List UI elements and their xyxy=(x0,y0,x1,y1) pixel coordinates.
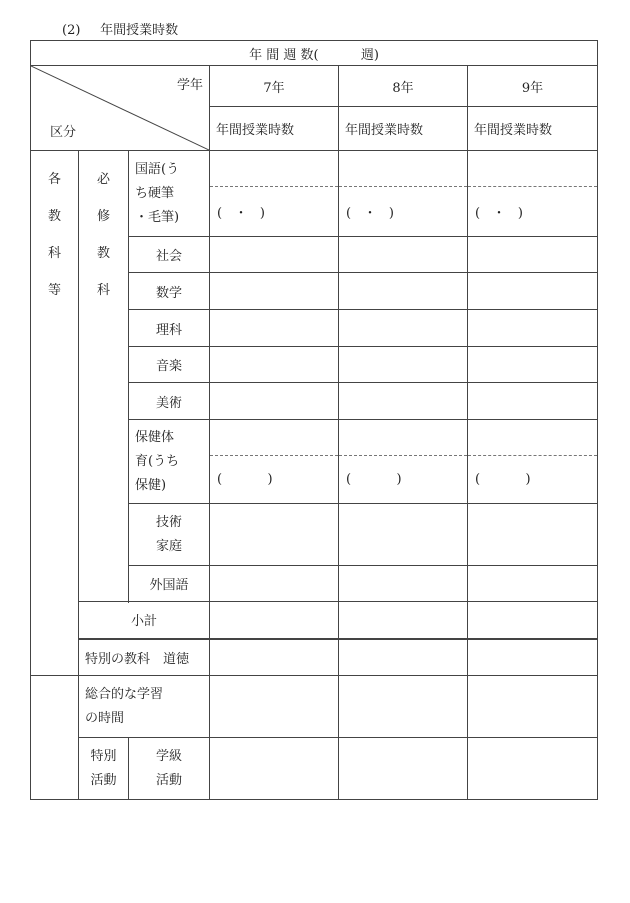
hoken-grade-7[interactable] xyxy=(210,420,339,456)
gakkyu-grade-8[interactable] xyxy=(339,738,468,800)
rika-grade-8[interactable] xyxy=(339,310,468,347)
dotoku-grade-8[interactable] xyxy=(339,639,468,676)
annual-weeks-row xyxy=(31,41,598,66)
shakai-grade-9[interactable] xyxy=(468,237,598,273)
all-subjects-group: 各 教 科 等 xyxy=(31,151,79,676)
required-subjects-group: 必 修 教 科 xyxy=(79,151,129,602)
ongaku-grade-8[interactable] xyxy=(339,347,468,383)
shakai-grade-8[interactable] xyxy=(339,237,468,273)
section-heading xyxy=(62,19,178,38)
sogo-grade-7[interactable] xyxy=(210,676,339,738)
grade-9-hours-header: 年間授業時数 xyxy=(468,107,598,151)
sugaku-grade-8[interactable] xyxy=(339,273,468,310)
gijutsu-grade-8[interactable] xyxy=(339,504,468,566)
subject-ongaku: 音楽 xyxy=(129,347,210,383)
annual-hours-table xyxy=(30,40,598,800)
bijutsu-grade-9[interactable] xyxy=(468,383,598,420)
sogo-grade-9[interactable] xyxy=(468,676,598,738)
subject-kokugo: 国語(う ち硬筆 ・毛筆) xyxy=(129,151,210,237)
special-activities-label: 特別 活動 xyxy=(79,738,129,800)
dotoku-grade-9[interactable] xyxy=(468,639,598,676)
hoken-grade-8[interactable] xyxy=(339,420,468,456)
gakkyu-grade-7[interactable] xyxy=(210,738,339,800)
sogo-grade-8[interactable] xyxy=(339,676,468,738)
hoken-only-grade-9[interactable]: ( ) xyxy=(468,456,598,504)
kokugo-shodo-grade-8[interactable]: ( ・ ) xyxy=(339,187,468,237)
gakkyu-grade-9[interactable] xyxy=(468,738,598,800)
subject-sugaku: 数学 xyxy=(129,273,210,310)
grade-7-hours-header: 年間授業時数 xyxy=(210,107,339,151)
header-diagonal-cell xyxy=(31,66,210,151)
gijutsu-grade-7[interactable] xyxy=(210,504,339,566)
subtotal-grade-9[interactable] xyxy=(468,602,598,639)
grade-8-hours-header: 年間授業時数 xyxy=(339,107,468,151)
rika-grade-9[interactable] xyxy=(468,310,598,347)
ongaku-grade-7[interactable] xyxy=(210,347,339,383)
bijutsu-grade-7[interactable] xyxy=(210,383,339,420)
subtotal-label: 小計 xyxy=(79,602,210,639)
subject-bijutsu: 美術 xyxy=(129,383,210,420)
hoken-only-grade-7[interactable]: ( ) xyxy=(210,456,339,504)
category-axis-label: 区分 xyxy=(50,125,77,140)
gaikokugo-grade-7[interactable] xyxy=(210,566,339,602)
shakai-grade-7[interactable] xyxy=(210,237,339,273)
subject-gaikokugo: 外国語 xyxy=(129,566,210,602)
moral-education-label: 特別の教科 道徳 xyxy=(79,639,210,676)
class-activities-label: 学級 活動 xyxy=(129,738,210,800)
subject-shakai: 社会 xyxy=(129,237,210,273)
bijutsu-grade-8[interactable] xyxy=(339,383,468,420)
subject-hoken-taiiku: 保健体 育(うち 保健) xyxy=(129,420,210,504)
annual-weeks-suffix: 週) xyxy=(360,47,379,63)
sugaku-grade-7[interactable] xyxy=(210,273,339,310)
integrated-study-label: 総合的な学習 の時間 xyxy=(79,676,210,738)
hoken-grade-9[interactable] xyxy=(468,420,598,456)
grade-7-header: 7年 xyxy=(210,66,339,107)
sugaku-grade-9[interactable] xyxy=(468,273,598,310)
grade-9-header: 9年 xyxy=(468,66,598,107)
kokugo-grade-8[interactable] xyxy=(339,151,468,187)
ongaku-grade-9[interactable] xyxy=(468,347,598,383)
grade-8-header: 8年 xyxy=(339,66,468,107)
section-number: (2) xyxy=(62,23,81,38)
kokugo-grade-7[interactable] xyxy=(210,151,339,187)
gaikokugo-grade-8[interactable] xyxy=(339,566,468,602)
subtotal-grade-8[interactable] xyxy=(339,602,468,639)
rika-grade-7[interactable] xyxy=(210,310,339,347)
kokugo-shodo-grade-9[interactable]: ( ・ ) xyxy=(468,187,598,237)
kokugo-grade-9[interactable] xyxy=(468,151,598,187)
grade-axis-label: 学年 xyxy=(176,78,203,93)
annual-weeks-label: 年 間 週 数( xyxy=(249,47,319,63)
subtotal-grade-7[interactable] xyxy=(210,602,339,639)
kokugo-shodo-grade-7[interactable]: ( ・ ) xyxy=(210,187,339,237)
subject-rika: 理科 xyxy=(129,310,210,347)
hoken-only-grade-8[interactable]: ( ) xyxy=(339,456,468,504)
section-title: 年間授業時数 xyxy=(100,23,179,38)
gijutsu-grade-9[interactable] xyxy=(468,504,598,566)
dotoku-grade-7[interactable] xyxy=(210,639,339,676)
gaikokugo-grade-9[interactable] xyxy=(468,566,598,602)
subject-gijutsu-katei: 技術 家庭 xyxy=(129,504,210,566)
